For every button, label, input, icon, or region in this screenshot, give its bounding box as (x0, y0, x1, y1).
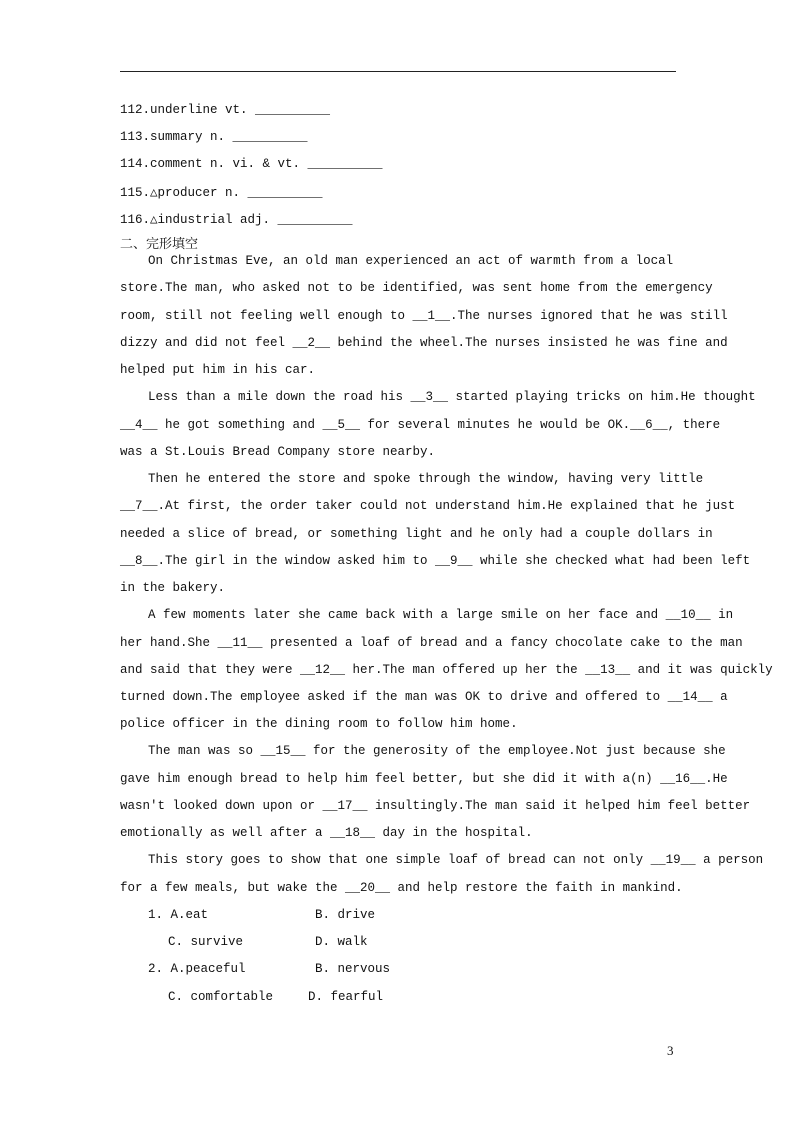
option-2a: 2. A.peaceful (148, 962, 246, 976)
passage-line: On Christmas Eve, an old man experienced an act of warmth from a local (148, 254, 674, 268)
passage-line: wasn't looked down upon or __17__ insultingly.The man said it helped him feel better (120, 799, 751, 813)
vocab-item-113: 113.summary n. __________ (120, 130, 308, 144)
page-number: 3 (667, 1043, 674, 1058)
passage-line: needed a slice of bread, or something light and he only had a couple dollars in (120, 527, 713, 541)
section-heading: 二、完形填空 (120, 237, 199, 252)
option-1d: D. walk (315, 935, 368, 949)
passage-line: __4__ he got something and __5__ for several minutes he would be OK.__6__, there (120, 418, 721, 432)
option-2b: B. nervous (315, 962, 391, 976)
option-1b: B. drive (315, 908, 376, 922)
passage-line: in the bakery. (120, 581, 226, 595)
passage-line: __8__.The girl in the window asked him to __9__ while she checked what had been left (120, 554, 751, 568)
passage-line: __7__.At first, the order taker could not understand him.He explained that he just (120, 499, 736, 513)
passage-line: Less than a mile down the road his __3__ started playing tricks on him.He thought (148, 390, 756, 404)
vocab-item-114: 114.comment n. vi. & vt. __________ (120, 157, 383, 171)
option-1c: C. survive (168, 935, 244, 949)
passage-line: gave him enough bread to help him feel better, but she did it with a(n) __16__.He (120, 772, 728, 786)
option-1a: 1. A.eat (148, 908, 209, 922)
vocab-item-112: 112.underline vt. __________ (120, 103, 331, 117)
passage-line: The man was so __15__ for the generosity of the employee.Not just because she (148, 744, 726, 758)
option-2c: C. comfortable (168, 990, 274, 1004)
passage-line: store.The man, who asked not to be identified, was sent home from the emergency (120, 281, 713, 295)
passage-line: her hand.She __11__ presented a loaf of bread and a fancy chocolate cake to the man (120, 636, 743, 650)
passage-line: for a few meals, but wake the __20__ and help restore the faith in mankind. (120, 881, 683, 895)
option-2d: D. fearful (308, 990, 384, 1004)
passage-line: This story goes to show that one simple loaf of bread can not only __19__ a person (148, 853, 764, 867)
passage-line: dizzy and did not feel __2__ behind the wheel.The nurses insisted he was fine and (120, 336, 728, 350)
passage-line: turned down.The employee asked if the man was OK to drive and offered to __14__ a (120, 690, 728, 704)
passage-line: police officer in the dining room to follow him home. (120, 717, 518, 731)
vocab-item-116: 116.△industrial adj. __________ (120, 213, 353, 227)
passage-line: was a St.Louis Bread Company store nearby. (120, 445, 436, 459)
passage-line: room, still not feeling well enough to __1__.The nurses ignored that he was still (120, 309, 728, 323)
header-rule (120, 71, 676, 72)
vocab-item-115: 115.△producer n. __________ (120, 186, 323, 200)
passage-line: emotionally as well after a __18__ day in the hospital. (120, 826, 533, 840)
passage-line: Then he entered the store and spoke through the window, having very little (148, 472, 704, 486)
passage-line: helped put him in his car. (120, 363, 316, 377)
passage-line: and said that they were __12__ her.The man offered up her the __13__ and it was quickly (120, 663, 773, 677)
passage-line: A few moments later she came back with a large smile on her face and __10__ in (148, 608, 734, 622)
